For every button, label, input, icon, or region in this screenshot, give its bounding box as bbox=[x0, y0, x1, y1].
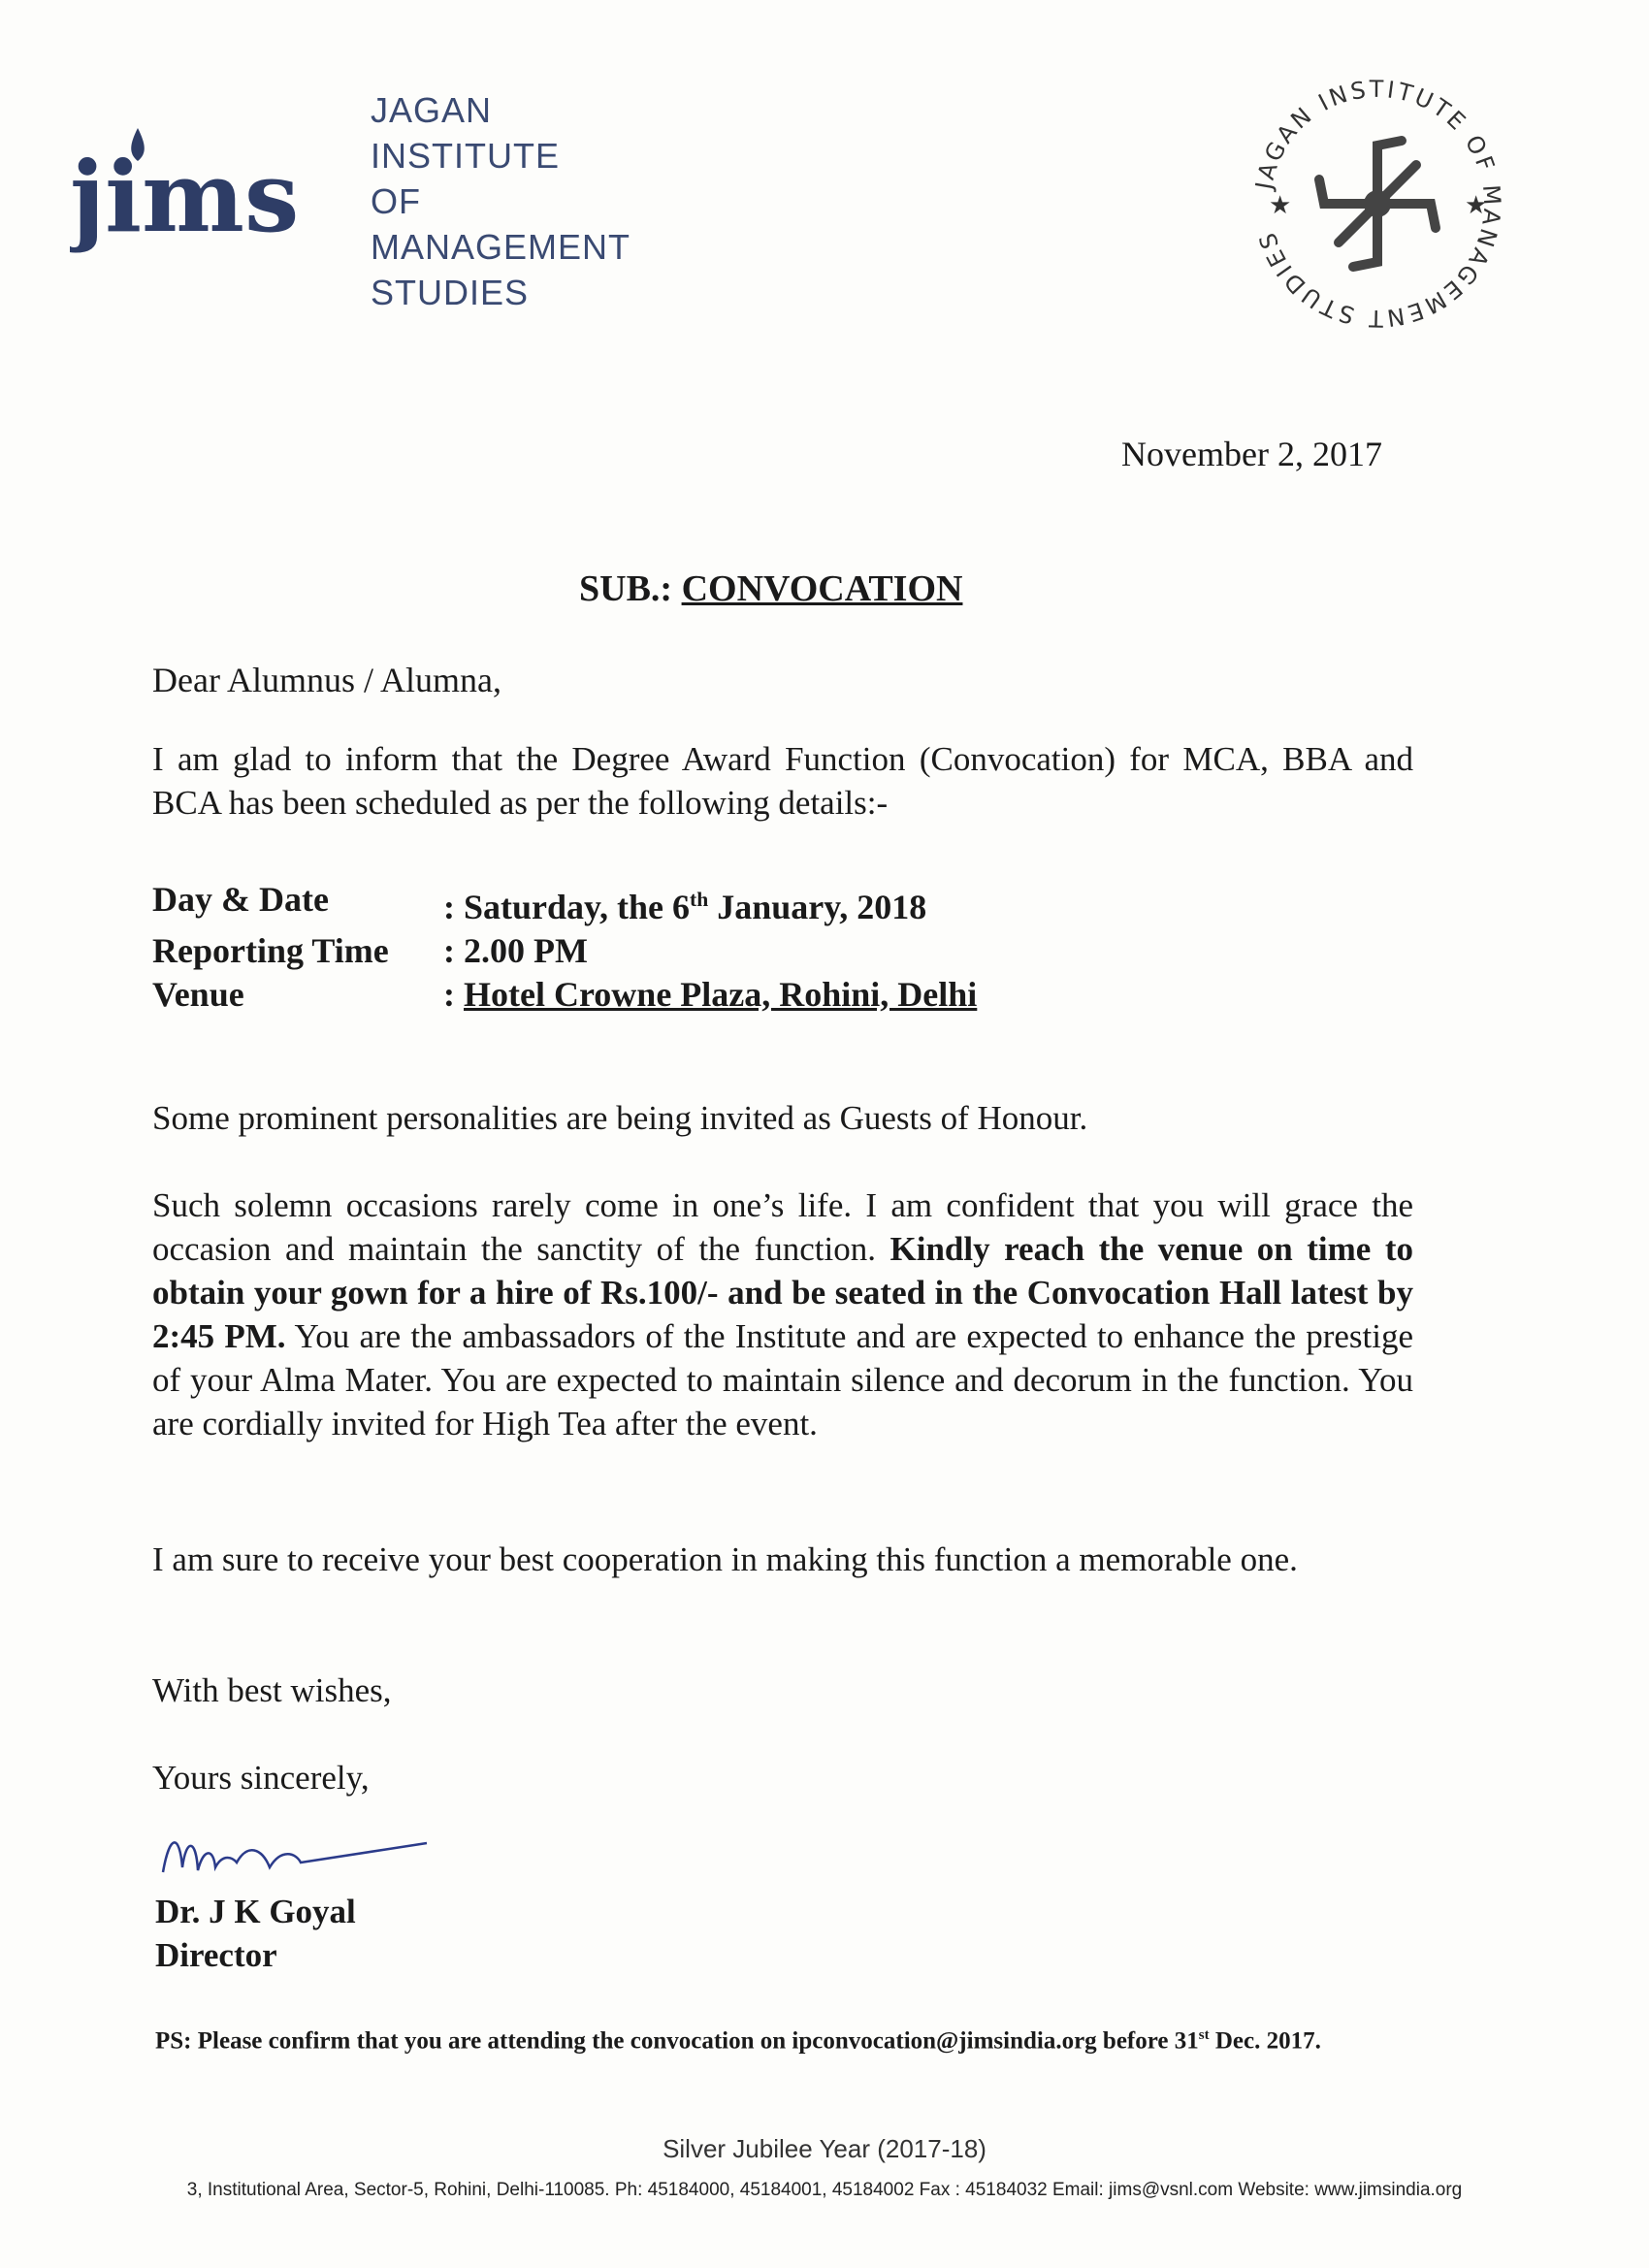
signer-name: Dr. J K Goyal bbox=[155, 1893, 356, 1930]
institute-seal bbox=[1232, 58, 1523, 349]
event-details bbox=[152, 878, 977, 1017]
svg-text:JAGAN INSTITUTE OF MANAGEMENT: JAGAN INSTITUTE OF MANAGEMENT STUDIES bbox=[1250, 75, 1506, 333]
instructions-paragraph: Such solemn occasions rarely come in one’s life. I am confident that you will grace the occasion and maintain the sanctity of the function. Kindly reach the venue on time to obtain your gown for a hire of Rs.100/- and be seated in the Convocation Hall latest by 2:45 PM. You are the ambassadors of the Institute and are expected to enhance the prestige of your Alma Mater. You are expected to maintain silence and decorum in the function. You are cordially invited for High Tea after the event. bbox=[152, 1186, 1414, 1442]
closing-wishes: With best wishes, bbox=[152, 1671, 392, 1709]
detail-row-date bbox=[152, 878, 977, 929]
subject-prefix: SUB.: bbox=[579, 568, 682, 609]
intro-paragraph: I am glad to inform that the Degree Award Function (Convocation) for MCA, BBA and BCA has been scheduled as per the following details:- bbox=[152, 740, 1413, 822]
star-icon: ★ bbox=[1269, 191, 1292, 219]
footer-jubilee: Silver Jubilee Year (2017-18) bbox=[663, 2134, 986, 2163]
signature bbox=[155, 1814, 446, 1901]
closing-sincerely: Yours sincerely, bbox=[152, 1759, 370, 1797]
salutation: Dear Alumnus / Alumna, bbox=[152, 661, 501, 699]
detail-label: Day & Date bbox=[152, 880, 329, 919]
footer-address: 3, Institutional Area, Sector-5, Rohini, Delhi-110085. Ph: 45184000, 45184001, 45184002 Fax : 45184032 Email: jims@vsnl.com Website: www.jimsindia.org bbox=[186, 2180, 1463, 2200]
star-icon: ★ bbox=[1465, 191, 1488, 219]
letter-date: November 2, 2017 bbox=[1121, 435, 1382, 473]
detail-row-venue bbox=[152, 973, 977, 1017]
postscript: PS: Please confirm that you are attending the convocation on ipconvocation@jimsindia.org before 31st Dec. 2017. bbox=[155, 2027, 1321, 2055]
institute-line: OF bbox=[371, 181, 421, 221]
detail-value: : Saturday, the 6th January, 2018 bbox=[443, 888, 927, 926]
logo-text: jims bbox=[70, 140, 300, 254]
signer-title: Director bbox=[155, 1936, 277, 1974]
institute-line: STUDIES bbox=[371, 273, 530, 312]
institute-name bbox=[371, 87, 630, 315]
institute-line: MANAGEMENT bbox=[371, 227, 631, 267]
jims-logo bbox=[70, 116, 303, 262]
detail-label: Reporting Time bbox=[152, 931, 389, 970]
cooperation-paragraph: I am sure to receive your best cooperation in making this function a memorable one. bbox=[152, 1540, 1298, 1578]
detail-label: Venue bbox=[152, 975, 244, 1014]
subject-text: CONVOCATION bbox=[681, 568, 963, 609]
signer-block bbox=[155, 1890, 356, 1977]
guests-paragraph: Some prominent personalities are being invited as Guests of Honour. bbox=[152, 1099, 1088, 1137]
subject-line bbox=[579, 567, 962, 610]
institute-line: JAGAN bbox=[371, 90, 493, 130]
detail-value: : 2.00 PM bbox=[443, 931, 588, 970]
institute-line: INSTITUTE bbox=[371, 136, 560, 176]
detail-row-time bbox=[152, 929, 977, 973]
detail-value: : Hotel Crowne Plaza, Rohini, Delhi bbox=[443, 975, 978, 1014]
